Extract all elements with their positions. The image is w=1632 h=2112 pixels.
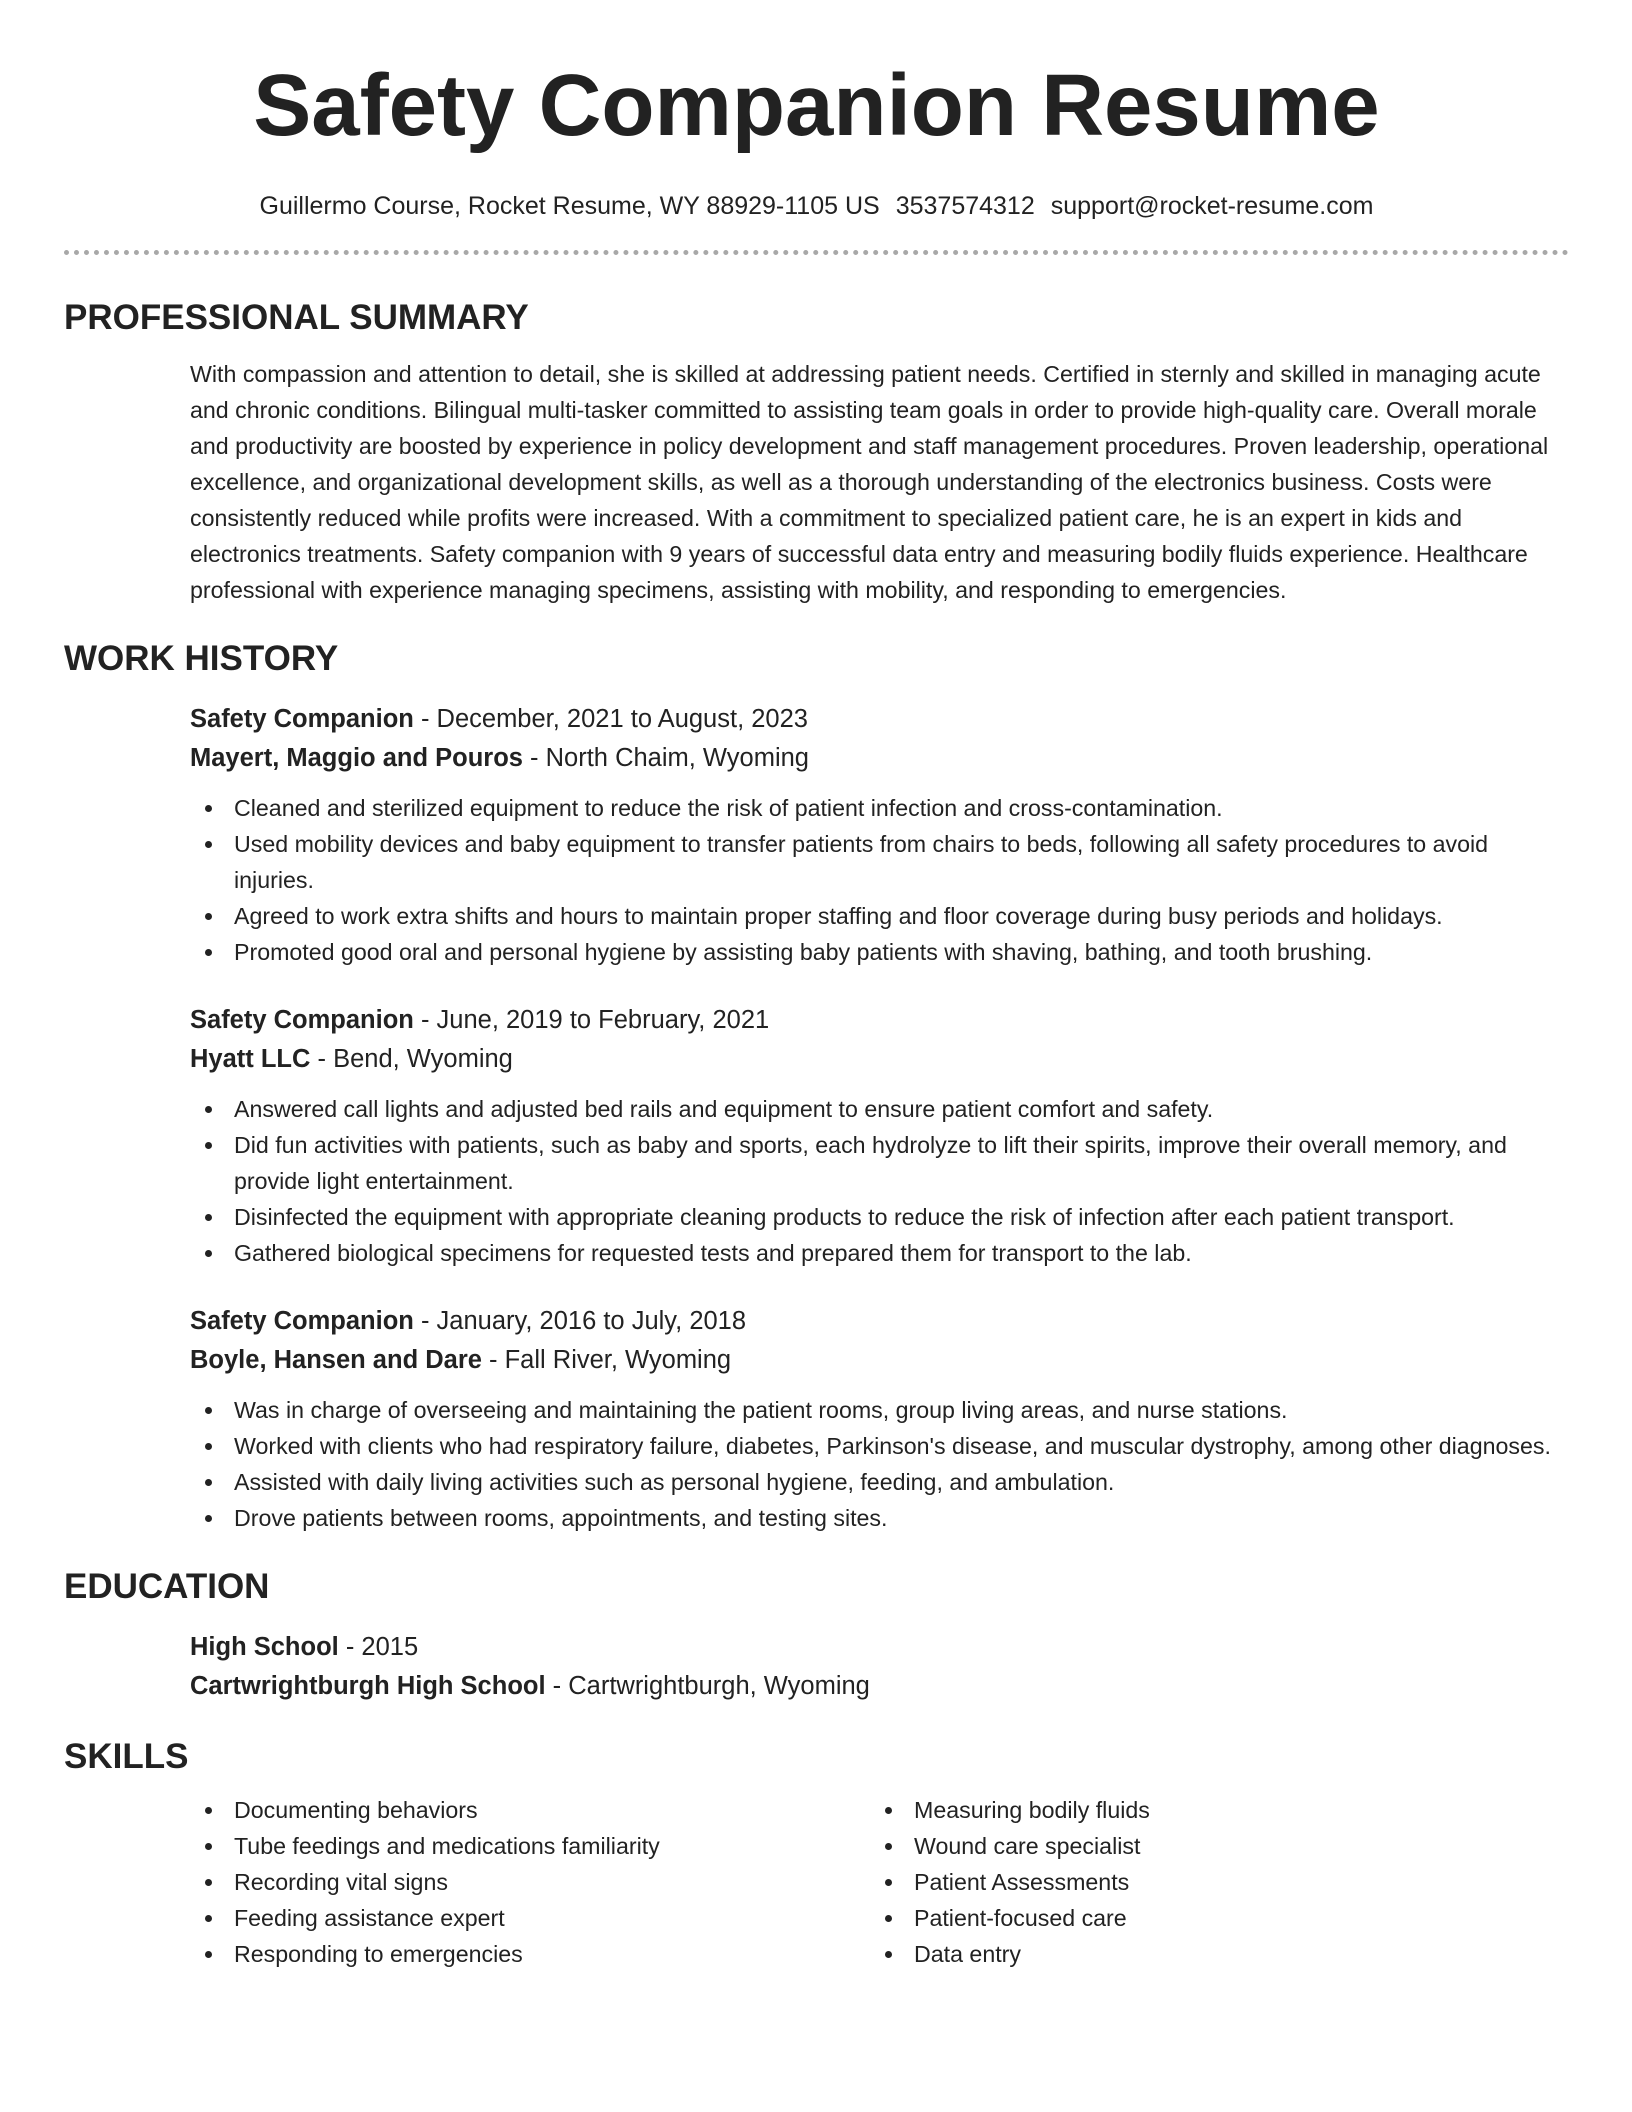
job-bullets <box>190 1091 1569 1271</box>
job-company-line <box>190 1040 1569 1079</box>
work-history-heading: WORK HISTORY <box>64 639 339 678</box>
contact-phone: 3537574312 <box>895 192 1035 220</box>
skills-column-left <box>190 1792 870 1972</box>
header-divider <box>64 250 1569 255</box>
job-title-line <box>190 1001 1569 1040</box>
education-heading: EDUCATION <box>64 1567 270 1606</box>
skills-column-right <box>870 1792 1550 1972</box>
skill-item: Data entry <box>870 1936 1550 1972</box>
list-item: Agreed to work extra shifts and hours to maintain proper staffing and floor coverage during busy periods and holidays. <box>190 898 1569 934</box>
school-line <box>190 1667 1569 1706</box>
skill-item: Patient Assessments <box>870 1864 1550 1900</box>
list-item: Was in charge of overseeing and maintaining the patient rooms, group living areas, and nurse stations. <box>190 1392 1569 1428</box>
job-bullets <box>190 1392 1569 1536</box>
job-entry <box>190 1302 1569 1536</box>
job-title: Safety Companion <box>190 1006 414 1034</box>
skill-item: Wound care specialist <box>870 1828 1550 1864</box>
skill-item: Recording vital signs <box>190 1864 870 1900</box>
education-entry <box>190 1628 1569 1706</box>
skill-item: Measuring bodily fluids <box>870 1792 1550 1828</box>
list-item: Gathered biological specimens for requested tests and prepared them for transport to the lab. <box>190 1235 1569 1271</box>
contact-email: support@rocket-resume.com <box>1050 192 1374 220</box>
job-dates: - January, 2016 to July, 2018 <box>413 1307 747 1335</box>
summary-text: With compassion and attention to detail, she is skilled at addressing patient needs. Certified in sternly and skilled in managing acute and chronic conditions. Bilingual multi-tasker committed to assisting team goals in order to provide high-quality care. Overall morale and productivity are boosted by experience in policy development and staff management procedures. Proven leadership, operational excellence, and organizational development skills, as well as a thorough understanding of the electronics business. Costs were consistently reduced while profits were increased. With a commitment to specialized patient care, he is an expert in kids and electronics treatments. Safety companion with 9 years of successful data entry and measuring bodily fluids experience. Healthcare professional with experience managing specimens, assisting with mobility, and responding to emergencies. <box>190 361 1549 603</box>
list-item: Used mobility devices and baby equipment to transfer patients from chairs to beds, following all safety procedures to avoid injuries. <box>190 826 1569 898</box>
job-entry <box>190 700 1569 970</box>
job-title-line <box>190 700 1569 739</box>
list-item: Worked with clients who had respiratory failure, diabetes, Parkinson's disease, and muscular dystrophy, among other diagnoses. <box>190 1428 1569 1464</box>
skill-item: Responding to emergencies <box>190 1936 870 1972</box>
contact-line <box>64 190 1569 222</box>
graduation-year: - 2015 <box>338 1633 419 1661</box>
job-location: - Bend, Wyoming <box>310 1045 513 1073</box>
list-item: Disinfected the equipment with appropriate cleaning products to reduce the risk of infection after each patient transport. <box>190 1199 1569 1235</box>
job-dates: - June, 2019 to February, 2021 <box>413 1006 770 1034</box>
contact-address: Guillermo Course, Rocket Resume, WY 88929-1105 US <box>259 192 880 220</box>
job-location: - Fall River, Wyoming <box>481 1346 732 1374</box>
page-title: Safety Companion Resume <box>253 57 1380 154</box>
school-location: - Cartwrightburgh, Wyoming <box>545 1672 870 1700</box>
job-company-line <box>190 739 1569 778</box>
job-company: Mayert, Maggio and Pouros <box>190 744 523 772</box>
resume-page <box>64 0 1569 2112</box>
job-title: Safety Companion <box>190 705 414 733</box>
skill-item: Documenting behaviors <box>190 1792 870 1828</box>
school-name: Cartwrightburgh High School <box>190 1672 546 1700</box>
job-bullets <box>190 790 1569 970</box>
job-location: - North Chaim, Wyoming <box>522 744 809 772</box>
list-item: Did fun activities with patients, such as baby and sports, each hydrolyze to lift their spirits, improve their overall memory, and provide light entertainment. <box>190 1127 1569 1199</box>
list-item: Promoted good oral and personal hygiene by assisting baby patients with shaving, bathing, and tooth brushing. <box>190 934 1569 970</box>
job-company: Boyle, Hansen and Dare <box>190 1346 482 1374</box>
skill-item: Patient-focused care <box>870 1900 1550 1936</box>
list-item: Answered call lights and adjusted bed rails and equipment to ensure patient comfort and safety. <box>190 1091 1569 1127</box>
skills-heading: SKILLS <box>64 1737 189 1776</box>
skill-item: Tube feedings and medications familiarity <box>190 1828 870 1864</box>
degree-line <box>190 1628 1569 1667</box>
job-entry <box>190 1001 1569 1271</box>
skills-list <box>190 1792 1569 1972</box>
list-item: Drove patients between rooms, appointments, and testing sites. <box>190 1500 1569 1536</box>
skill-item: Feeding assistance expert <box>190 1900 870 1936</box>
degree: High School <box>190 1633 339 1661</box>
job-title: Safety Companion <box>190 1307 414 1335</box>
summary-heading: PROFESSIONAL SUMMARY <box>64 298 529 337</box>
list-item: Assisted with daily living activities such as personal hygiene, feeding, and ambulation. <box>190 1464 1569 1500</box>
job-company-line <box>190 1341 1569 1380</box>
job-dates: - December, 2021 to August, 2023 <box>413 705 808 733</box>
job-company: Hyatt LLC <box>190 1045 311 1073</box>
job-title-line <box>190 1302 1569 1341</box>
list-item: Cleaned and sterilized equipment to reduce the risk of patient infection and cross-contamination. <box>190 790 1569 826</box>
